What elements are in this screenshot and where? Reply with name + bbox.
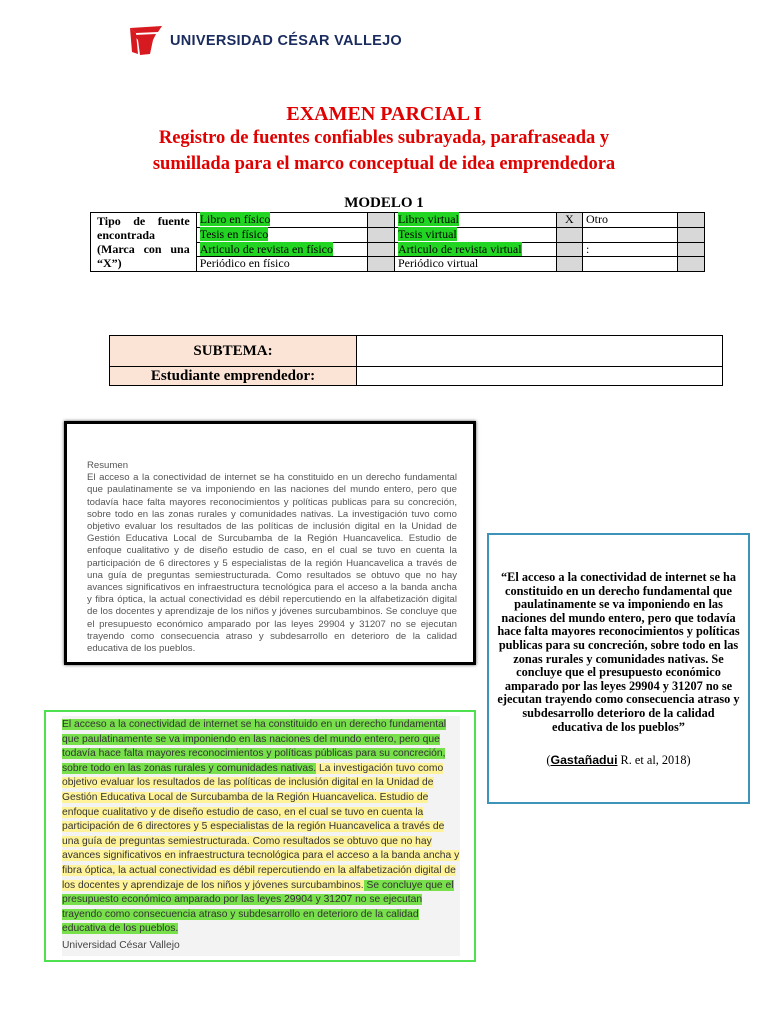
student-label: Estudiante emprendedor: [110, 367, 357, 386]
abstract-image-box [64, 421, 476, 665]
option-periodico-virtual: Periódico virtual [394, 257, 556, 272]
highlighted-abstract-content [62, 716, 460, 956]
exam-title: EXAMEN PARCIAL I [286, 103, 482, 125]
citation-author: Gastañadui [550, 753, 618, 767]
abstract-content [87, 460, 457, 655]
university-logo [128, 24, 403, 60]
exam-subtitle-line-2: sumillada para el marco conceptual de idea emprendedora [152, 154, 616, 174]
option-tesis-virtual: Tesis virtual [394, 227, 556, 242]
mark-cell[interactable] [367, 213, 394, 228]
highlight-green-segment: Se concluye que el presupuesto económico amparado por las leyes 29904 y 31207 no se ejecutan trayendo como consecuencia atraso y subdesarrollo en deterioro de la calidad educativa de los pueblos. [62, 879, 454, 935]
option-otro-detail: : [582, 242, 677, 257]
ucv-shield-icon [128, 24, 164, 58]
option-tesis-fisico: Tesis en físico [196, 227, 367, 242]
mark-cell[interactable] [367, 227, 394, 242]
mark-cell[interactable] [677, 213, 704, 228]
mark-cell[interactable] [677, 242, 704, 257]
mark-cell[interactable] [556, 227, 582, 242]
table-row [91, 213, 705, 228]
table-row [110, 336, 723, 367]
abstract-text: El acceso a la conectividad de internet se ha constituido en un derecho fundamental que paulatinamente se va imponiendo en las naciones del mundo entero, pero que todavía hace falta mayores reconocimientos y políticas publicas para su concreción, sobre todo en las zonas rurales y comunidades nativas. La investigación tuvo como objetivo evaluar los resultados de las políticas de inclusión digital en la Unidad de Gestión Educativa Local de Surcubamba de la Región Huancavelica. Estudio de enfoque cualitativo y de diseño estudio de caso, en el cual se tuvo en cuenta la participación de 6 directores y 5 especialistas de la región Huancavelica a través de una guía de preguntas semiestructurada. Como resultados se obtuvo que no hay avances significativos en infraestructura tecnológica para el acceso a la banda ancha y fibra óptica, la actual conectividad es débil repercutiendo en la alfabetización digital de los docentes y aprendizaje de los niños y jóvenes surcubambinos. Se concluye que el presupuesto económico amparado por las leyes 29904 y 31207 no se ejecutan trayendo como consecuencia atraso y subdesarrollo en deterioro de la calidad educativa de los pueblos. [87, 472, 457, 655]
mark-cell[interactable] [677, 257, 704, 272]
option-libro-virtual: Libro virtual [394, 213, 556, 228]
highlight-yellow-segment: La investigación tuvo como objetivo evaluar los resultados de las políticas de inclusión digital en la Unidad de Gestión Educativa Local de Surcubamba de la Región Huancavelica. Estudio de enfoque cualitativo y de diseño estudio de caso, en el cual se tuvo en cuenta la participación de 6 directores y 5 especialistas de la región Huancavelica a través de una guía de preguntas semiestructurada. Como resultados se obtuvo que no hay avances significativos en infraestructura tecnológica para el acceso a la banda ancha y fibra óptica, la actual conectividad es débil repercutiendo en la alfabetización digital de los docentes y aprendizaje de los niños y jóvenes surcubambinos. [62, 762, 460, 891]
mark-cell[interactable] [556, 242, 582, 257]
table-row [110, 367, 723, 386]
subtema-label: SUBTEMA: [110, 336, 357, 367]
mark-cell-selected[interactable]: X [556, 213, 582, 228]
option-otro-detail [582, 227, 677, 242]
highlighted-text [62, 716, 460, 937]
model-heading: MODELO 1 [344, 195, 424, 211]
highlight-footer: Universidad César Vallejo [62, 939, 180, 951]
paraphrase-quote-box [487, 533, 750, 804]
option-otro-detail [582, 257, 677, 272]
source-type-table [90, 212, 705, 272]
option-articulo-virtual: Articulo de revista virtual [394, 242, 556, 257]
quote-text: “El acceso a la conectividad de internet se ha constituido en un derecho fundamental que paulatinamente se va imponiendo en las naciones del mundo entero, pero que todavía hace falta mayores reconocimientos y políticas publicas para su concreción, sobre todo en las zonas rurales y comunidades nativas. Se concluye que el presupuesto económico amparado por las leyes 29904 y 31207 no se ejecutan trayendo como consecuencia atraso y subdesarrollo deterioro de la calidad educativa de los pueblos” [497, 570, 740, 734]
mark-cell[interactable] [367, 257, 394, 272]
source-type-label: Tipo de fuente encontrada (Marca con una “X”) [91, 213, 197, 272]
student-value-field[interactable] [357, 367, 723, 386]
option-libro-fisico: Libro en físico [196, 213, 367, 228]
highlight-green-segment: El acceso a la conectividad de internet se ha constituido en un derecho fundamental que paulatinamente se va imponiendo en las naciones del mundo entero, pero que todavía hace falta mayores reconocimientos y políticas públicas para su concreción, sobre todo en las zonas rurales y comunidades nativas. [62, 719, 447, 774]
exam-subtitle-line-1: Registro de fuentes confiables subrayada, parafraseada y [158, 128, 610, 148]
option-otro: Otro [582, 213, 677, 228]
subtema-table [109, 335, 723, 386]
abstract-title: Resumen [87, 460, 129, 471]
mark-cell[interactable] [677, 227, 704, 242]
quote-citation: (Gastañadui R. et al, 2018) [546, 753, 691, 767]
mark-cell[interactable] [556, 257, 582, 272]
option-articulo-fisico: Articulo de revista en físico [196, 242, 367, 257]
logo-text: UNIVERSIDAD CÉSAR VALLEJO [170, 33, 403, 49]
subtema-value-field[interactable] [357, 336, 723, 367]
highlighted-abstract-box [44, 710, 476, 962]
option-periodico-fisico: Periódico en físico [196, 257, 367, 272]
mark-cell[interactable] [367, 242, 394, 257]
